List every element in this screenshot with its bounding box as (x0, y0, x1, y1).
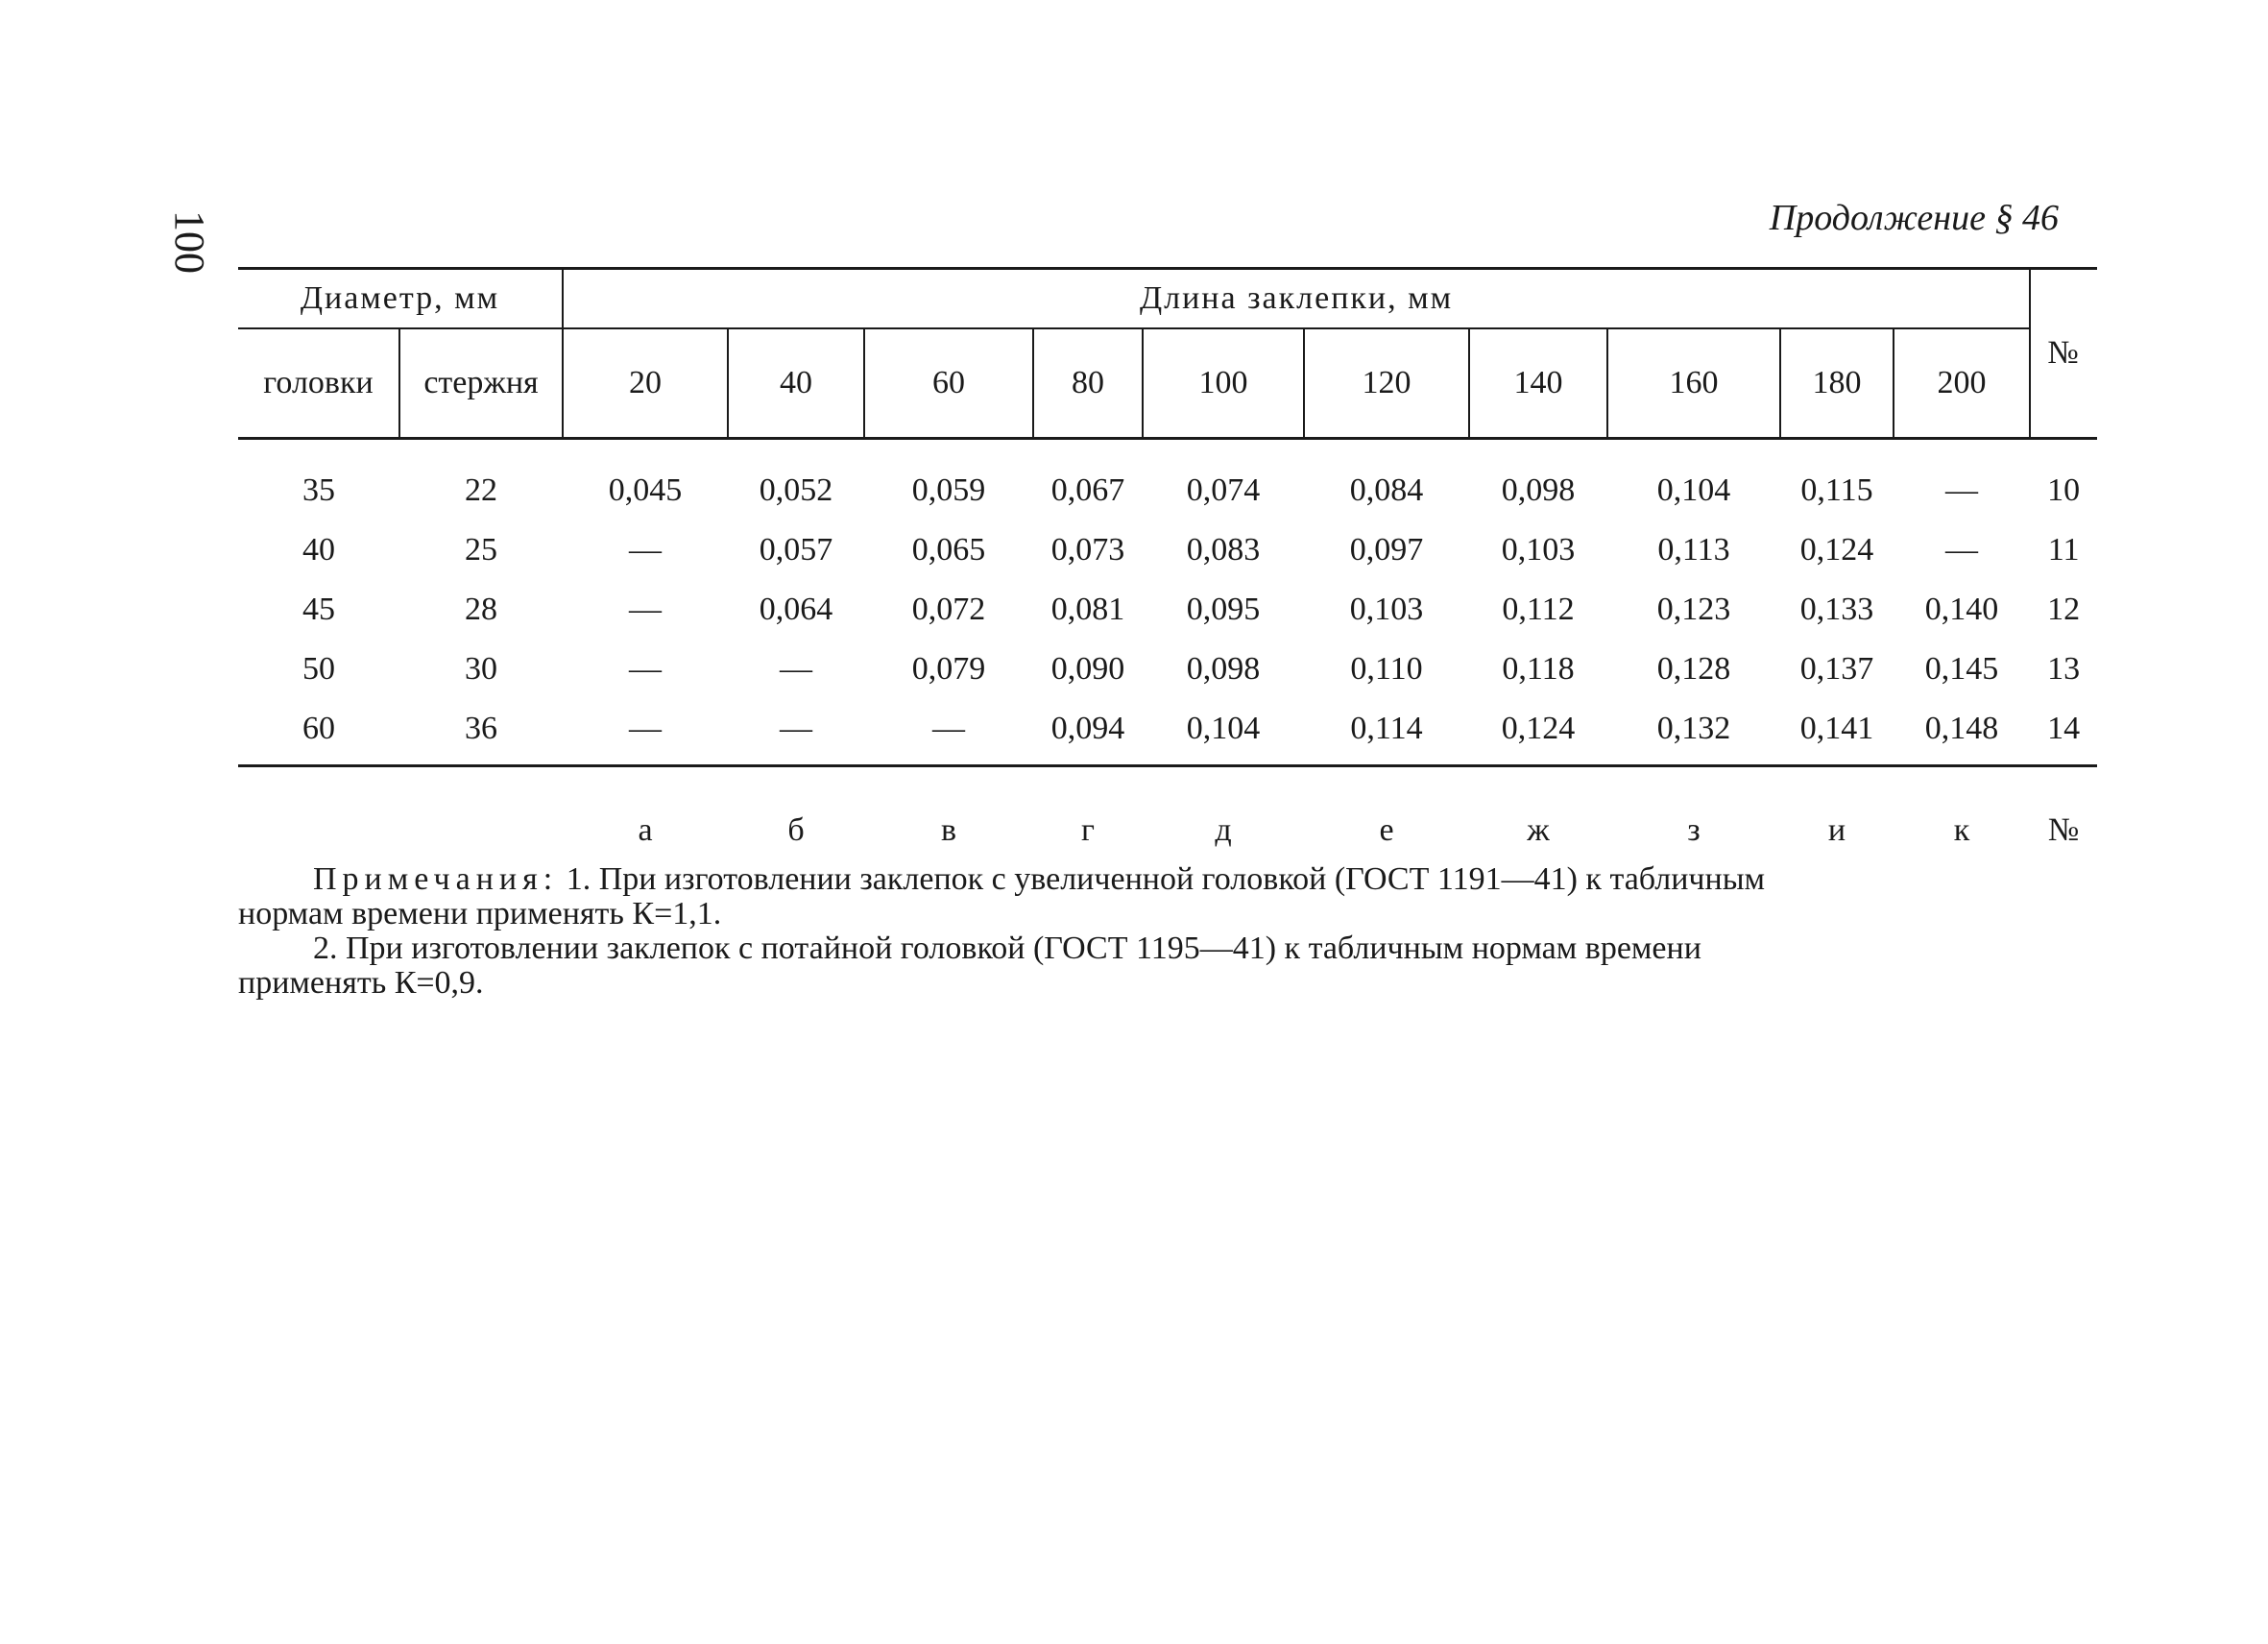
value-cell: 0,064 (759, 592, 833, 627)
value-cell: 0,098 (1501, 472, 1576, 508)
column-letter: е (1379, 812, 1394, 848)
note-1 (313, 862, 2097, 897)
value-cell: 0,113 (1657, 532, 1730, 568)
length-group-header: Длина заклепки, мм (563, 269, 2030, 329)
shaft-diameter-header: стержня (399, 328, 563, 439)
table-row (238, 439, 2097, 521)
note-1-start: 1. При изготовлении заклепок с увеличенной головкой (ГОСТ 1191—41) к табличным (566, 861, 1766, 897)
length-header-40: 40 (728, 328, 864, 439)
header-row-groups (238, 269, 2097, 329)
value-cell: — (1945, 472, 1979, 508)
value-cell: — (563, 699, 728, 766)
value-cell: 0,059 (911, 472, 986, 508)
head-diameter-cell: 40 (302, 532, 335, 568)
column-letter: б (787, 812, 805, 848)
column-letter: и (1827, 812, 1846, 848)
value-cell: 0,065 (911, 532, 986, 568)
value-cell: 0,073 (1050, 532, 1125, 568)
value-cell: 0,124 (1799, 532, 1874, 568)
value-cell: 0,110 (1350, 651, 1423, 687)
value-cell: 0,052 (759, 472, 833, 508)
number-column-header: № (2030, 269, 2097, 439)
shaft-diameter-cell: 22 (465, 472, 497, 508)
value-cell: — (864, 699, 1033, 766)
notes-label: Примечания: (313, 861, 559, 897)
value-cell: 0,081 (1050, 592, 1125, 627)
head-diameter-cell: 50 (302, 651, 335, 687)
length-header-140: 140 (1469, 328, 1607, 439)
length-header-200: 200 (1894, 328, 2030, 439)
column-letter: а (638, 812, 653, 848)
shaft-diameter-cell: 28 (465, 592, 497, 627)
value-cell: 0,112 (1502, 592, 1575, 627)
table-row (238, 520, 2097, 580)
continuation-heading: Продолжение § 46 (1769, 198, 2059, 238)
table-row (238, 640, 2097, 699)
value-cell: 0,074 (1186, 472, 1261, 508)
table-row (238, 580, 2097, 640)
row-number-cell: 12 (2047, 592, 2081, 627)
column-letter: в (940, 812, 957, 848)
value-cell: — (629, 532, 663, 568)
note-1-end: нормам времени применять К=1,1. (238, 896, 722, 931)
head-diameter-cell: 45 (302, 592, 335, 627)
value-cell: 0,133 (1799, 592, 1874, 627)
value-cell: — (629, 651, 663, 687)
length-header-80: 80 (1033, 328, 1143, 439)
value-cell: 0,123 (1656, 592, 1731, 627)
head-diameter-header: головки (238, 328, 399, 439)
value-cell: 0,067 (1050, 472, 1125, 508)
value-cell: 0,103 (1501, 532, 1576, 568)
value-cell: 0,095 (1186, 592, 1261, 627)
length-header-160: 160 (1607, 328, 1780, 439)
length-header-100: 100 (1143, 328, 1304, 439)
column-letter-number: № (2047, 812, 2080, 848)
notes-block (238, 861, 2097, 1001)
value-cell: 0,141 (1780, 699, 1894, 766)
value-cell: 0,124 (1469, 699, 1607, 766)
row-number-cell: 11 (2047, 532, 2080, 568)
column-letter: ж (1527, 812, 1550, 848)
column-letter: к (1953, 812, 1970, 848)
shaft-diameter-cell: 36 (399, 699, 563, 766)
column-letter: з (1687, 812, 1701, 848)
value-cell: 0,098 (1186, 651, 1261, 687)
value-cell: 0,045 (608, 472, 683, 508)
length-header-120: 120 (1304, 328, 1469, 439)
diameter-group-header: Диаметр, мм (238, 269, 563, 329)
column-letter: д (1215, 812, 1232, 848)
value-cell: 0,140 (1924, 592, 1999, 627)
value-cell: 0,057 (759, 532, 833, 568)
value-cell: 0,104 (1143, 699, 1304, 766)
shaft-diameter-cell: 25 (465, 532, 497, 568)
value-cell: 0,104 (1656, 472, 1731, 508)
table-row (238, 699, 2097, 766)
shaft-diameter-cell: 30 (465, 651, 497, 687)
value-cell: 0,097 (1349, 532, 1424, 568)
value-cell: 0,103 (1349, 592, 1424, 627)
value-cell: 0,094 (1033, 699, 1143, 766)
value-cell: — (1945, 532, 1979, 568)
value-cell: 0,083 (1186, 532, 1261, 568)
column-letter: г (1081, 812, 1095, 848)
value-cell: 0,115 (1800, 472, 1873, 508)
value-cell: 0,128 (1656, 651, 1731, 687)
value-cell: 0,084 (1349, 472, 1424, 508)
rivet-time-norms-table (238, 267, 2097, 878)
value-cell: 0,072 (911, 592, 986, 627)
value-cell: 0,132 (1607, 699, 1780, 766)
value-cell: — (780, 651, 813, 687)
page-number: 100 (166, 210, 214, 274)
value-cell: 0,118 (1502, 651, 1575, 687)
value-cell: 0,137 (1799, 651, 1874, 687)
value-cell: 0,148 (1894, 699, 2030, 766)
row-number-cell: 13 (2047, 651, 2081, 687)
value-cell: 0,114 (1304, 699, 1469, 766)
note-2-end: применять К=0,9. (238, 965, 484, 1001)
value-cell: 0,090 (1050, 651, 1125, 687)
value-cell: — (728, 699, 864, 766)
length-header-180: 180 (1780, 328, 1894, 439)
row-number-cell: 10 (2047, 472, 2081, 508)
value-cell: 0,079 (911, 651, 986, 687)
value-cell: 0,145 (1924, 651, 1999, 687)
length-header-60: 60 (864, 328, 1033, 439)
head-diameter-cell: 60 (238, 699, 399, 766)
head-diameter-cell: 35 (302, 472, 335, 508)
length-header-20: 20 (563, 328, 728, 439)
row-number-cell: 14 (2030, 699, 2097, 766)
note-2-start: 2. При изготовлении заклепок с потайной головкой (ГОСТ 1195—41) к табличным нормам времени (313, 931, 1701, 966)
value-cell: — (629, 592, 663, 627)
header-row-columns (238, 328, 2097, 439)
